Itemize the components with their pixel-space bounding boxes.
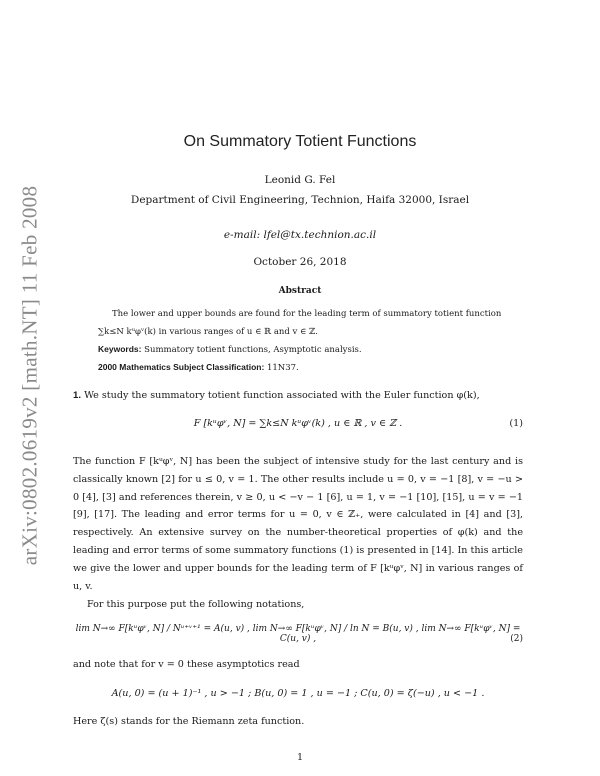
equation-3 (73, 688, 523, 699)
keywords-label: Keywords: (98, 344, 142, 354)
abstract-line-1: The lower and upper bounds are found for the leading term of summatory totient function (112, 309, 502, 319)
asymptotics-paragraph: and note that for v = 0 these asymptotics read (73, 659, 300, 670)
equation-2-number: (2) (510, 634, 523, 644)
paper-date: October 26, 2018 (253, 256, 347, 268)
keywords-text: Summatory totient functions, Asymptotic analysis. (144, 345, 362, 355)
section-number: 1. (73, 390, 82, 401)
abstract-heading: Abstract (278, 286, 322, 296)
author-email: e-mail: lfel@tx.technion.ac.il (223, 229, 377, 241)
equation-1-body: F [kᵘφᵛ, N] = ∑k≤N kᵘφᵛ(k) , u ∈ ℝ , v ∈ ℤ . (193, 418, 403, 429)
msc-code: 11N37. (266, 363, 299, 373)
page-number: 1 (296, 752, 304, 763)
arxiv-identifier: arXiv:0802.0619v2 [math.NT] 11 Feb 2008 (17, 185, 42, 565)
author-name: Leonid G. Fel (264, 174, 336, 186)
equation-3-body: A(u, 0) = (u + 1)⁻¹ , u > −1 ; B(u, 0) = 1 , u = −1 ; C(u, 0) = ζ(−u) , u < −1 . (111, 688, 485, 699)
abstract-line-2: ∑k≤N kᵘφᵛ(k) in various ranges of u ∈ ℝ and v ∈ ℤ. (98, 327, 318, 337)
keywords-line (98, 344, 362, 355)
msc-line (98, 362, 299, 373)
intro-paragraph (73, 387, 523, 405)
history-paragraph: The function F [kᵘφᵛ, N] has been the subject of intensive study for the last century and is classically known [2] for u ≤ 0, v = 1. The other results include u = 0, v = −1 [8], v = −u > 0 [4], [3] and references therein, v ≥ 0, u < −v − 1 [6], u = 1, v = −1 [10], [15], u = v = −1 [9], [17]. The leading and error terms for u = 0, v ∈ ℤ₊, were calculated in [4] and [3], respectively. An extensive survey on the number-theoretical properties of φ(k) and the leading and error terms of some summatory functions (1) is presented in [14]. In this article we give the lower and upper bounds for the leading term of F [kᵘφᵛ, N] in various ranges of u, v. (73, 456, 523, 592)
equation-2 (73, 624, 523, 644)
paper-title: On Summatory Totient Functions (183, 133, 417, 150)
author-affiliation: Department of Civil Engineering, Technion, Haifa 32000, Israel (130, 194, 470, 206)
msc-label: 2000 Mathematics Subject Classification: (98, 362, 265, 372)
equation-1 (73, 418, 523, 429)
equation-2-body: lim N→∞ F[kᵘφᵛ, N] / Nᵘ⁺ᵛ⁺¹ = A(u, v) , lim N→∞ F[kᵘφᵛ, N] / ln N = B(u, v) , lim N→∞ F[kᵘφᵛ, N] = C(u, v) , (75, 624, 521, 644)
notation-paragraph: For this purpose put the following notations, (87, 599, 305, 610)
arxiv-sidebar (14, 180, 46, 570)
zeta-paragraph: Here ζ(s) stands for the Riemann zeta function. (73, 716, 305, 727)
intro-text: We study the summatory totient function associated with the Euler function φ(k), (84, 390, 480, 401)
equation-1-number: (1) (509, 418, 523, 429)
